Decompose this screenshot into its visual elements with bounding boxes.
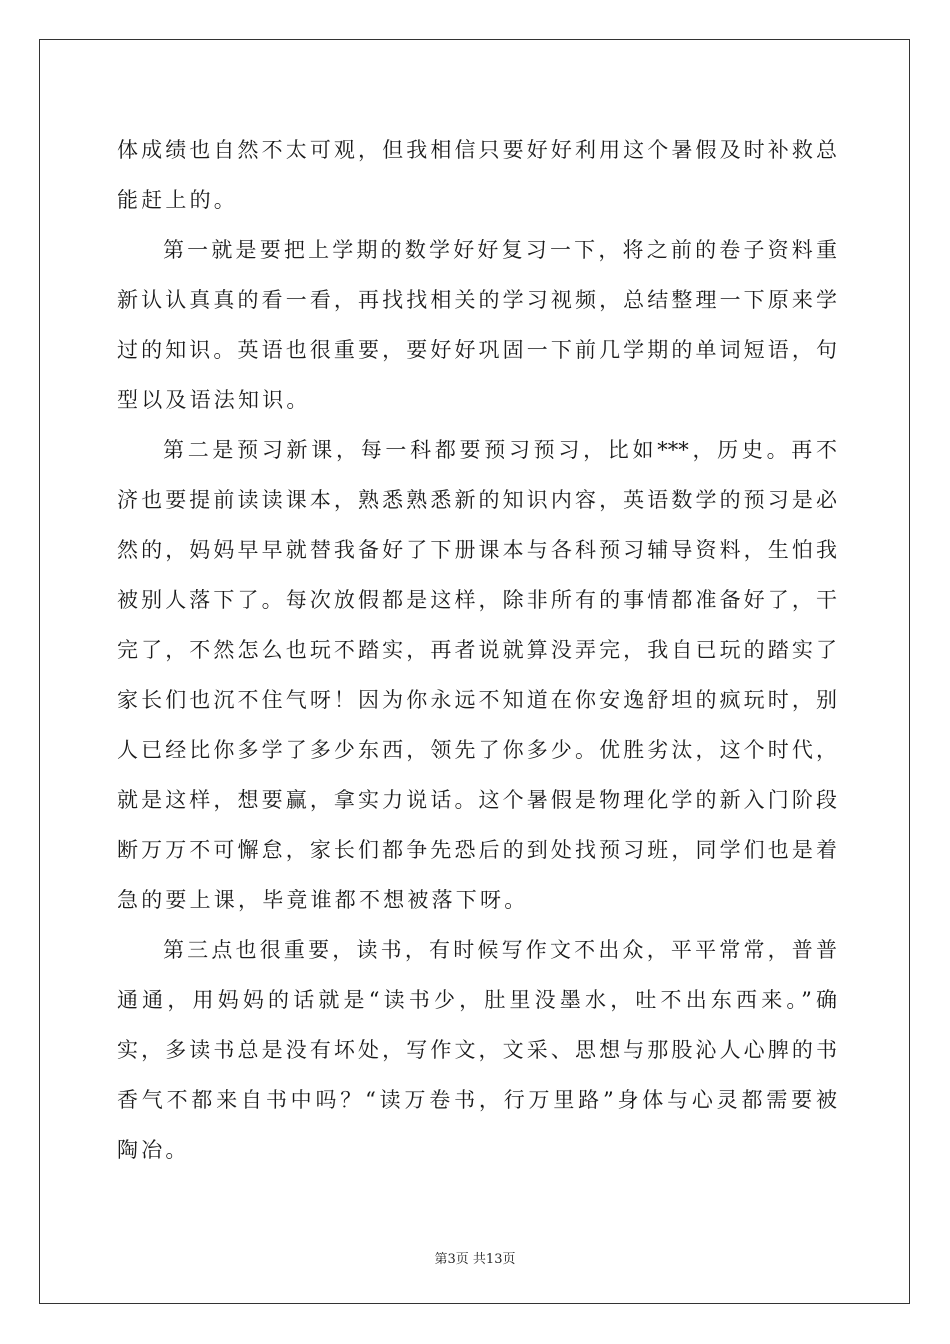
text-line: 就是这样，想要赢，拿实力说话。这个暑假是物理化学的新入门阶段	[117, 788, 837, 812]
paragraph-first-line: 第二是预习新课，每一科都要预习预习，比如***，历史。再不	[163, 438, 837, 462]
text-line: 能赶上的。	[117, 188, 238, 212]
text-line: 家长们也沉不住气呀！因为你永远不知道在你安逸舒坦的疯玩时，别	[117, 688, 837, 712]
text-line: 完了，不然怎么也玩不踏实，再者说就算没弄完，我自已玩的踏实了	[117, 638, 837, 662]
text-line: 被别人落下了。每次放假都是这样，除非所有的事情都准备好了，干	[117, 588, 837, 612]
text-line: 断万万不可懈怠，家长们都争先恐后的到处找预习班，同学们也是着	[117, 838, 837, 862]
text-line: 实，多读书总是没有坏处，写作文，文采、思想与那股沁人心脾的书	[117, 1038, 837, 1062]
text-line: 体成绩也自然不太可观，但我相信只要好好利用这个暑假及时补救总	[117, 138, 837, 162]
text-line: 过的知识。英语也很重要，要好好巩固一下前几学期的单词短语，句	[117, 338, 837, 362]
text-line: 人已经比你多学了多少东西，领先了你多少。优胜劣汰，这个时代，	[117, 738, 837, 762]
paragraph-first-line: 第三点也很重要，读书，有时候写作文不出众，平平常常，普普	[163, 938, 837, 962]
text-line: 型以及语法知识。	[117, 388, 311, 412]
text-line: 急的要上课，毕竟谁都不想被落下呀。	[117, 888, 529, 912]
text-line: 新认认真真的看一看，再找找相关的学习视频，总结整理一下原来学	[117, 288, 837, 312]
text-line: 通通，用妈妈的话就是“读书少，肚里没墨水，吐不出东西来。”确	[117, 988, 837, 1012]
text-line: 然的，妈妈早早就替我备好了下册课本与各科预习辅导资料，生怕我	[117, 538, 837, 562]
text-line: 香气不都来自书中吗？“读万卷书，行万里路”身体与心灵都需要被	[117, 1088, 837, 1112]
text-line: 济也要提前读读课本，熟悉熟悉新的知识内容，英语数学的预习是必	[117, 488, 837, 512]
paragraph-first-line: 第一就是要把上学期的数学好好复习一下，将之前的卷子资料重	[163, 238, 837, 262]
text-line: 陶冶。	[117, 1138, 190, 1162]
page-number-footer: 第3页 共13页	[434, 1252, 516, 1267]
